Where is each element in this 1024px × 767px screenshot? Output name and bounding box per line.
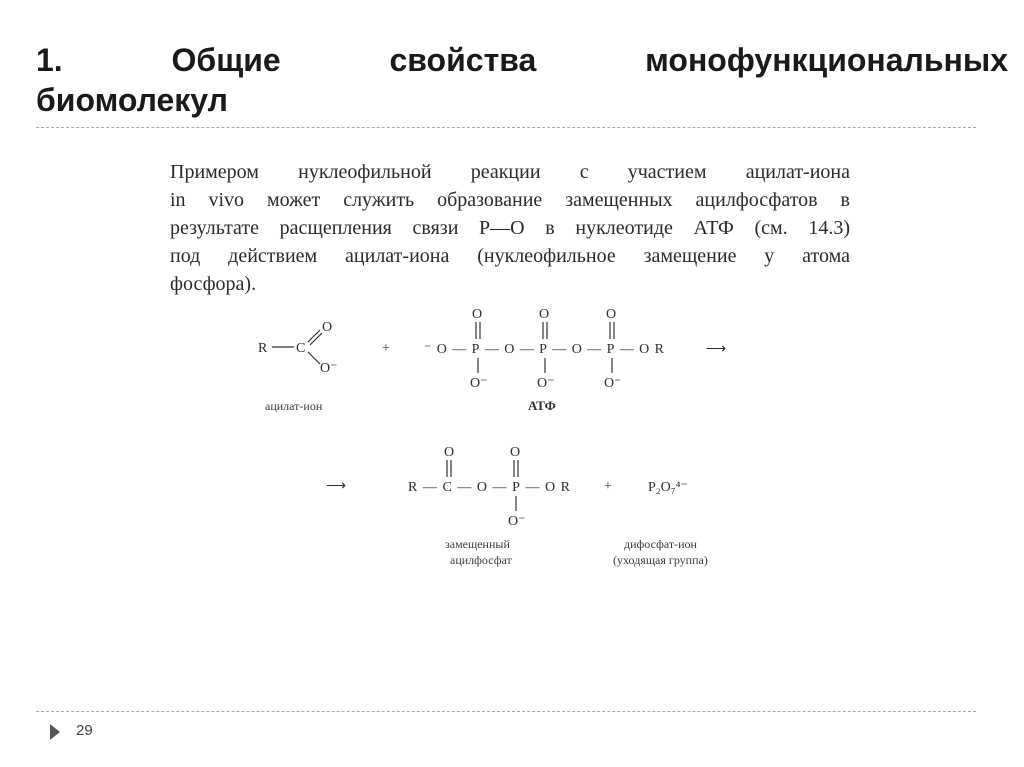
label-acylphosphate-2: ацилфосфат <box>450 553 512 567</box>
atp-O-top-3: O <box>606 307 617 322</box>
acylate-ion-structure <box>258 320 338 376</box>
atp-O-top-1: O <box>472 307 483 322</box>
label-atp: АТФ <box>528 398 556 413</box>
atp-chain: ⁻O—P—O—P—O—P—OR <box>424 342 664 357</box>
atp-O-top-2: O <box>539 307 550 322</box>
label-acylphosphate-1: замещенный <box>445 537 510 551</box>
paragraph-line: Примером нуклеофильной реакции с участием ацилат-иона <box>170 161 850 183</box>
reaction-arrow-2: ⟶ <box>326 479 347 494</box>
play-triangle-icon <box>50 724 60 740</box>
reaction-arrow-1: ⟶ <box>706 342 727 357</box>
atp-O-bottom-3: O⁻ <box>604 376 622 391</box>
paragraph-line: in vivo может служить образование замещенных ацилфосфатов в <box>170 189 850 211</box>
slide-title-line-1: 1. Общие свойства монофункциональных <box>36 42 1008 78</box>
atp-O-bottom-2: O⁻ <box>537 376 555 391</box>
atp-structure <box>424 307 665 391</box>
paragraph-line: под действием ацилат-иона (нуклеофильное замещение у атома <box>170 245 850 267</box>
page-number: 29 <box>76 722 93 739</box>
paragraph-line: фосфора). <box>170 273 257 295</box>
label-acylate-ion: ацилат-ион <box>265 399 323 413</box>
plus-sign: + <box>382 341 390 356</box>
slide-title-line-2: биомолекул <box>36 82 228 118</box>
acylate-R: R <box>258 341 268 356</box>
product-O-top-P: O <box>510 445 521 460</box>
plus-sign-2: + <box>604 479 612 494</box>
product-O-top-C: O <box>444 445 455 460</box>
acylate-O-top: O <box>322 320 333 335</box>
diphosphate-ion: P₂O₇⁴⁻ <box>648 480 688 495</box>
bottom-divider <box>36 711 976 712</box>
atp-O-bottom-1: O⁻ <box>470 376 488 391</box>
label-diphosphate-1: дифосфат-ион <box>624 537 697 551</box>
acylate-O-bottom: O⁻ <box>320 361 338 376</box>
product-chain: R—C—O—P—OR <box>408 480 570 495</box>
acylphosphate-structure <box>408 445 571 529</box>
label-diphosphate-2: (уходящая группа) <box>613 553 708 567</box>
product-O-bottom-P: O⁻ <box>508 514 526 529</box>
acylate-C: C <box>296 341 306 356</box>
paragraph-line: результате расщепления связи Р—О в нуклеотиде АТФ (см. 14.3) <box>170 217 850 239</box>
